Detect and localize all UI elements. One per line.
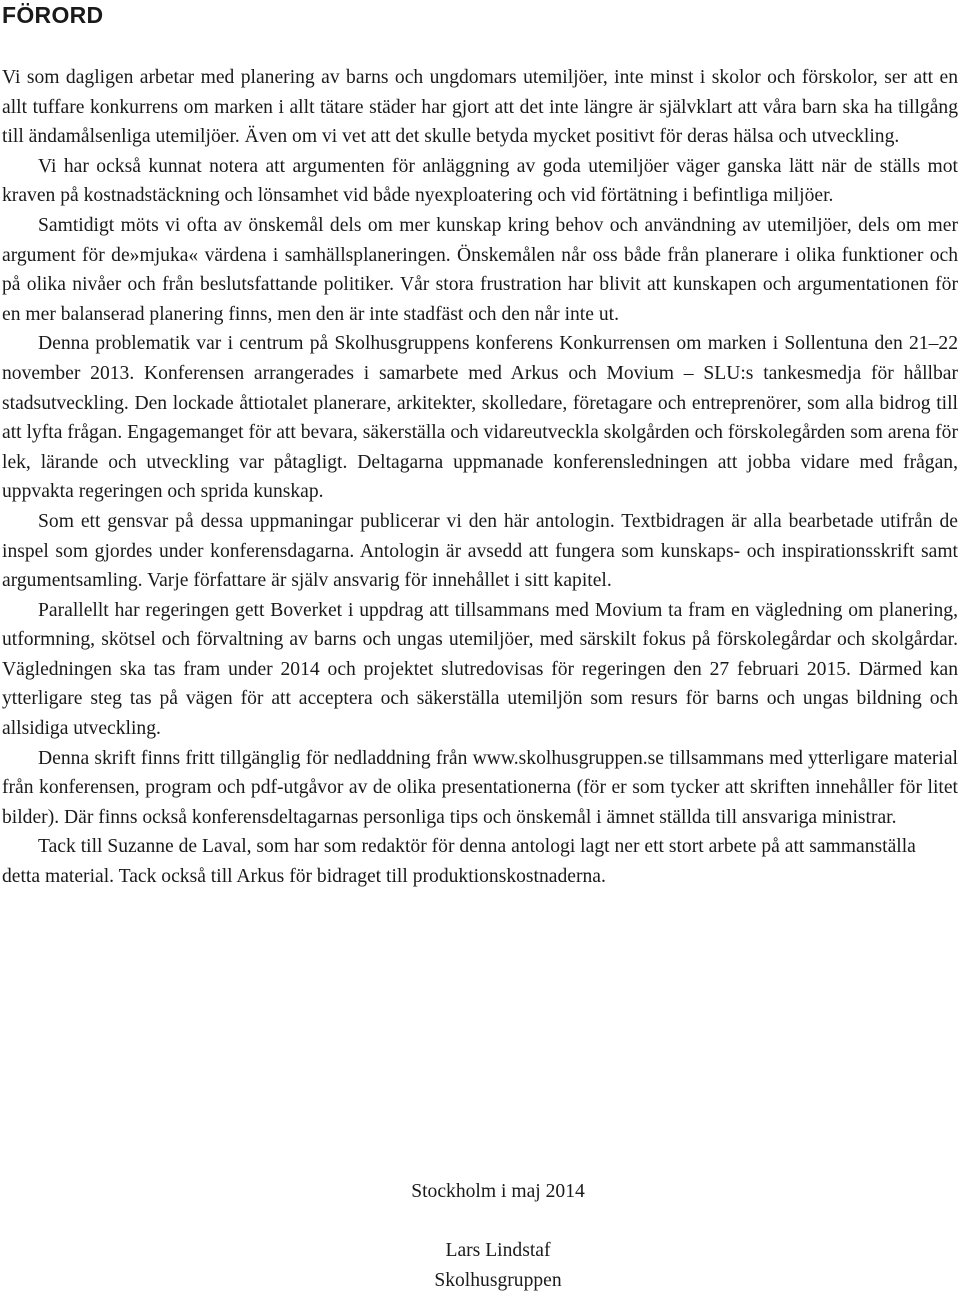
paragraph-2: Vi har också kunnat notera att argumenten för anläggning av goda utemiljöer väger ganska lätt när de ställs mot kraven på kostnadstäckning och lönsamhet vid både nyexploatering och vid förtätning i befintliga miljöer. <box>2 155 958 207</box>
place-date: Stockholm i maj 2014 <box>411 1181 585 1202</box>
author-name: Lars Lindstaf <box>445 1240 551 1261</box>
paragraph-7: Denna skrift finns fritt tillgänglig för nedladdning från www.skolhusgruppen.se tillsammans med ytterligare material från konferensen, program och pdf-utgåvor av de olika presentationerna (för er som tycker att skriften innehåller för litet bilder). Där finns också konferensdeltagarnas personliga tips och önskemål i ämnet ställda till ansvariga ministrar. <box>2 747 958 828</box>
paragraph-6: Parallellt har regeringen gett Boverket i uppdrag att tillsammans med Movium ta fram en vägledning om planering, utformning, skötsel och förvaltning av barns och ungas utemiljöer, med särskilt fokus på förskolegårdar och skolgårdar. Vägledningen ska tas fram under 2014 och projektet slutredovisas för regeringen den 27 februari 2015. Därmed kan ytterligare steg tas på vägen för att acceptera och säkerställa utemiljön som resurs för barns och ungas bildning och allsidiga utveckling. <box>2 599 958 740</box>
paragraph-1: Vi som dagligen arbetar med planering av barns och ungdomars utemiljöer, inte minst i skolor och förskolor, ser att en allt tuffare konkurrens om marken i allt tätare städer har gjort att det inte längre är självklart att våra barn ska ha tillgång till ändamålsenliga utemiljöer. Även om vi vet att det skulle betyda mycket positivt för deras hälsa och utveckling. <box>2 67 958 148</box>
paragraph-8: Tack till Suzanne de Laval, som har som redaktör för denna antologi lagt ner ett stort arbete på att sammanställa detta material. Tack också till Arkus för bidraget till produktionskostnaderna. <box>2 836 916 888</box>
paragraph-3: Samtidigt möts vi ofta av önskemål dels om mer kunskap kring behov och användning av utemiljöer, dels om mer argument för de»mjuka« värdena i samhällsplaneringen. Önskemålen når oss både från planerare i olika funktioner och på olika nivåer och från beslutsfattande politiker. Vår stora frustration har blivit att kunskapen och argumentationen för en mer balanserad planering finns, men den är inte stadfäst och den når inte ut. <box>2 214 958 325</box>
paragraph-5: Som ett gensvar på dessa uppmaningar publicerar vi den här antologin. Textbidragen är alla bearbetade utifrån de inspel som gjordes under konferensdagarna. Antologin är avsedd att fungera som kunskaps- och inspirationsskrift samt argumentsamling. Varje författare är själv ansvarig för innehållet i sitt kapitel. <box>2 510 958 592</box>
foreword-body <box>2 63 958 892</box>
author-organization: Skolhusgruppen <box>434 1270 562 1291</box>
page-title: FÖRORD <box>2 2 104 28</box>
paragraph-4: Denna problematik var i centrum på Skolhusgruppens konferens Konkurrensen om marken i Sollentuna den 21–22 november 2013. Konferensen arrangerades i samarbete med Arkus och Movium – SLU:s tankesmedja för hållbar stadsutveckling. Den lockade åttiotalet planerare, arkitekter, skolledare, företagare och entreprenörer, som alla bidrog till att lyfta frågan. Engagemanget för att bevara, säkerställa och vidareutveckla skolgården och förskolegården som arena för lek, lärande och utveckling var påtagligt. Deltagarna uppmanade konferensledningen att jobba vidare med frågan, uppvakta regeringen och sprida kunskap. <box>2 333 958 503</box>
